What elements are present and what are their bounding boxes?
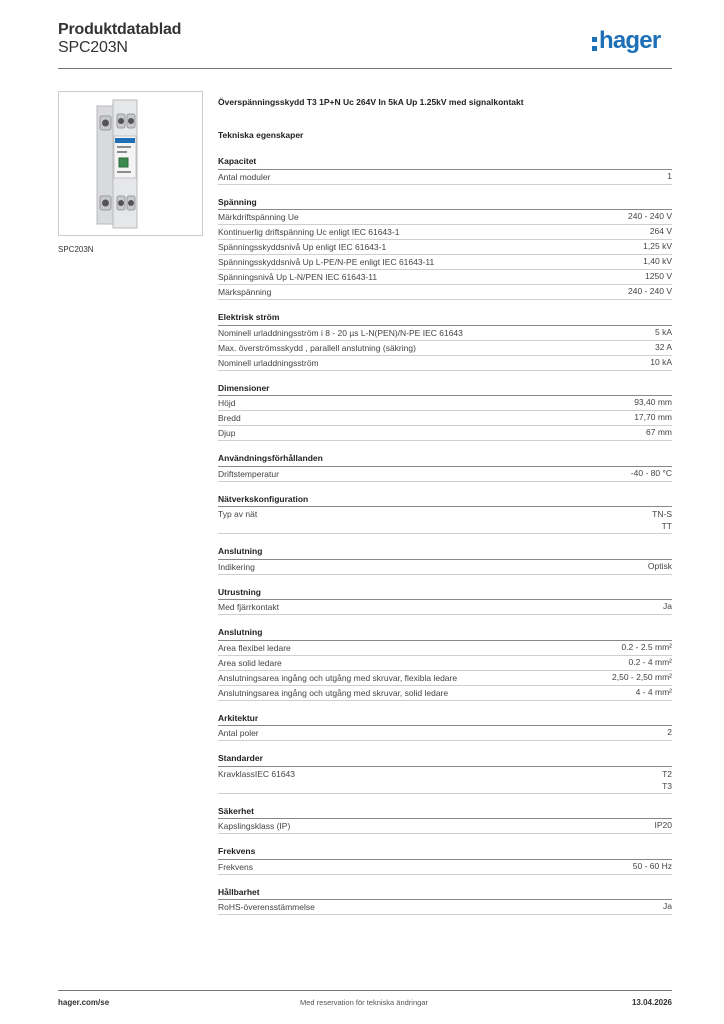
spec-value [629, 656, 672, 670]
spec-value [643, 240, 672, 254]
spec-row [218, 225, 672, 240]
spec-row [218, 507, 672, 534]
spec-label: Kapslingsklass (IP) [218, 821, 291, 831]
spec-row [218, 326, 672, 341]
spec-value [636, 686, 672, 700]
header-divider [58, 68, 672, 69]
section-title: Dimensioner [218, 383, 672, 397]
spec-label: Djup [218, 428, 236, 438]
product-image [58, 91, 203, 236]
spec-section [218, 627, 672, 701]
spec-section [218, 587, 672, 616]
spec-value-line: 2,50 - 2,50 mm² [612, 671, 672, 682]
spec-value [621, 641, 672, 655]
spec-value-line: 67 mm [646, 427, 672, 437]
spec-row [218, 170, 672, 185]
spec-value-line: T3 [662, 780, 672, 791]
product-title: Överspänningsskydd T3 1P+N Uc 264V In 5kA Up 1.25kV med signalkontakt [218, 97, 524, 107]
spec-row [218, 356, 672, 371]
footer-website-link[interactable]: hager.com/se [58, 998, 110, 1007]
spec-value-line: 17,70 mm [634, 412, 672, 422]
spec-row [218, 600, 672, 615]
spec-value-line: -40 - 80 °C [630, 467, 672, 478]
spec-label: Kontinuerlig driftspänning Uc enligt IEC 61643-1 [218, 227, 400, 237]
spec-value [663, 600, 672, 614]
spec-section [218, 713, 672, 742]
spec-value-line: 264 V [649, 226, 672, 236]
spec-value [628, 210, 672, 224]
spec-label: Antal poler [218, 728, 259, 738]
section-title: Säkerhet [218, 806, 672, 820]
spec-label: Area flexibel ledare [218, 642, 291, 653]
spec-label: Märkspänning [218, 287, 272, 297]
spec-row [218, 341, 672, 356]
spec-label: Area solid ledare [218, 657, 282, 668]
section-title: Användningsförhållanden [218, 453, 672, 467]
spec-section [218, 494, 672, 535]
spec-label: Märkdriftspänning Ue [218, 212, 299, 222]
spec-row [218, 900, 672, 915]
section-title: Hållbarhet [218, 887, 672, 901]
image-caption: SPC203N [58, 245, 94, 254]
spec-label: Höjd [218, 398, 236, 408]
section-title: Anslutning [218, 627, 672, 641]
spec-row [218, 560, 672, 575]
spec-label: Nominell urladdningsström [218, 357, 319, 368]
spec-row [218, 671, 672, 686]
spec-label: Anslutningsarea ingång och utgång med skruvar, flexibla ledare [218, 672, 458, 683]
spec-value-line: 10 kA [650, 356, 672, 367]
footer-divider [58, 990, 672, 991]
section-title: Elektrisk ström [218, 312, 672, 326]
spec-value [650, 356, 672, 370]
section-title: Nätverkskonfiguration [218, 494, 672, 508]
spec-value [633, 860, 672, 874]
spec-value-line: 2 [667, 727, 672, 737]
spec-value [648, 560, 672, 574]
spec-value [667, 726, 672, 740]
spec-value-line: 1,40 kV [643, 256, 672, 266]
spec-section [218, 753, 672, 794]
surge-protector-illustration [59, 92, 202, 235]
spec-label: KravklassIEC 61643 [218, 768, 296, 779]
spec-label: Med fjärrkontakt [218, 602, 279, 612]
spec-label: Antal moduler [218, 171, 271, 182]
spec-value [655, 341, 672, 355]
spec-row [218, 860, 672, 875]
spec-value [612, 671, 672, 685]
spec-value [663, 900, 672, 914]
spec-value-line: 1 [667, 170, 672, 181]
hager-logo [592, 28, 660, 56]
spec-value-line: TT [661, 521, 672, 531]
section-title: Spänning [218, 197, 672, 211]
section-title: Arkitektur [218, 713, 672, 727]
spec-label: Frekvens [218, 861, 253, 872]
spec-label: Nominell urladdningsström i 8 - 20 µs L-N(PEN)/N-PE IEC 61643 [218, 327, 463, 338]
section-title: Utrustning [218, 587, 672, 601]
spec-label: RoHS-överensstämmelse [218, 902, 315, 912]
spec-value-line: TN-S [652, 509, 672, 519]
spec-value [643, 255, 672, 269]
spec-value [662, 767, 672, 793]
spec-label: Indikering [218, 561, 255, 572]
spec-value-line: 1250 V [645, 271, 672, 281]
spec-section [218, 887, 672, 916]
spec-value [650, 225, 672, 239]
spec-value-line: 5 kA [654, 326, 672, 337]
spec-value-line: Ja [663, 901, 672, 911]
spec-section [218, 806, 672, 835]
spec-label: Bredd [218, 413, 241, 423]
spec-row [218, 467, 672, 482]
spec-row [218, 641, 672, 656]
spec-value [634, 411, 672, 425]
spec-value [655, 326, 672, 340]
spec-label: Driftstemperatur [218, 468, 279, 479]
spec-value-line: 4 - 4 mm² [635, 686, 672, 697]
spec-value-line: IP20 [654, 820, 672, 830]
spec-row [218, 726, 672, 741]
spec-sections [218, 156, 672, 915]
logo-dots-icon [592, 37, 597, 51]
spec-section [218, 156, 672, 185]
section-title: Anslutning [218, 546, 672, 560]
spec-value-line: 0.2 - 4 mm² [628, 656, 672, 667]
spec-row [218, 426, 672, 441]
spec-row [218, 686, 672, 701]
spec-section [218, 383, 672, 442]
section-title: Kapacitet [218, 156, 672, 170]
spec-value-line: Ja [663, 601, 672, 611]
spec-section [218, 546, 672, 575]
spec-label: Anslutningsarea ingång och utgång med skruvar, solid ledare [218, 687, 449, 698]
spec-value [646, 426, 672, 440]
spec-section [218, 197, 672, 301]
spec-value-line: 240 - 240 V [628, 211, 672, 221]
spec-section [218, 846, 672, 875]
spec-section [218, 312, 672, 371]
spec-label: Spänningsnivå Up L-N/PEN IEC 61643-11 [218, 272, 378, 282]
spec-value [655, 819, 673, 833]
spec-row [218, 270, 672, 285]
spec-row [218, 411, 672, 426]
spec-row [218, 819, 672, 834]
section-title: Frekvens [218, 846, 672, 860]
spec-row [218, 210, 672, 225]
spec-row [218, 767, 672, 794]
spec-value-line: 50 - 60 Hz [632, 860, 672, 871]
spec-row [218, 255, 672, 270]
spec-label: Typ av nät [218, 509, 258, 519]
spec-row [218, 285, 672, 300]
section-title: Standarder [218, 753, 672, 767]
spec-content [218, 97, 672, 915]
spec-value [645, 270, 672, 284]
spec-value-line: T2 [662, 768, 672, 779]
spec-label: Spänningsskyddsnivå Up enligt IEC 61643-1 [218, 242, 387, 252]
spec-value [667, 170, 672, 184]
page-title: Produktdatablad [58, 21, 182, 38]
spec-value [628, 285, 672, 299]
spec-row [218, 396, 672, 411]
spec-label: Max. överströmsskydd , parallell anslutning (säkring) [218, 342, 416, 353]
spec-value-line: 32 A [654, 341, 672, 352]
spec-value [652, 507, 672, 533]
spec-value-line: Optisk [647, 560, 672, 571]
footer-date: 13.04.2026 [631, 998, 672, 1007]
spec-value-line: 240 - 240 V [628, 286, 672, 296]
spec-value [634, 396, 672, 410]
logo-wordmark: hager [599, 27, 661, 54]
spec-value [631, 467, 672, 481]
specs-heading: Tekniska egenskaper [218, 130, 304, 140]
spec-label: Spänningsskyddsnivå Up L-PE/N-PE enligt IEC 61643-11 [218, 257, 435, 267]
footer-disclaimer: Med reservation för tekniska ändringar [300, 998, 428, 1007]
spec-section [218, 453, 672, 482]
spec-value-line: 1,25 kV [643, 241, 672, 251]
spec-row [218, 656, 672, 671]
spec-row [218, 240, 672, 255]
product-code: SPC203N [58, 39, 128, 56]
spec-value-line: 93,40 mm [634, 397, 672, 407]
spec-value-line: 0.2 - 2.5 mm² [621, 641, 672, 652]
